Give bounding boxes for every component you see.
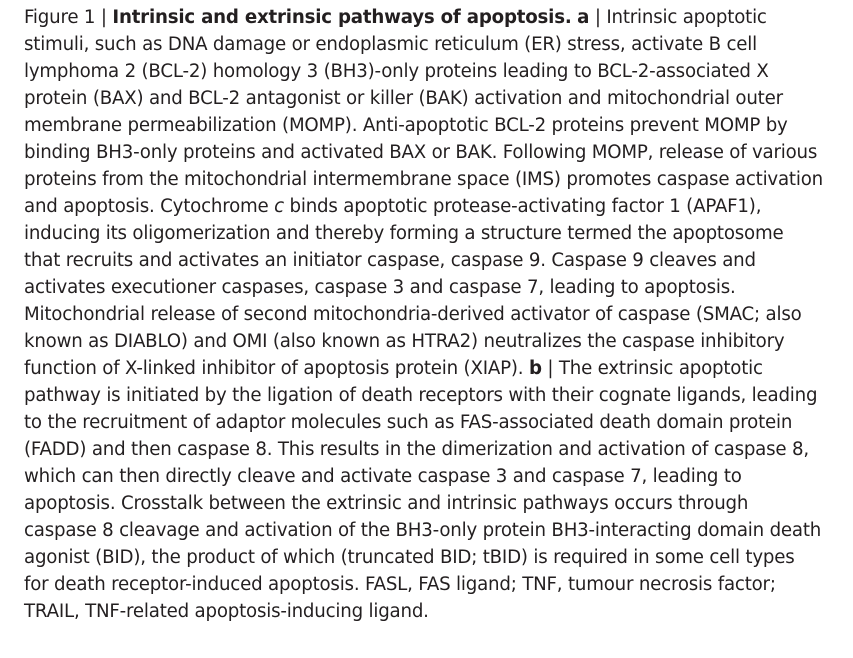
panel-b-separator: | <box>541 358 559 379</box>
panel-a-text-part2: binds apoptotic protease-activating factor 1 (APAF1), inducing its oligomerization and thereby forming a structure termed the apoptosome that recruits and activates an initiator caspase, caspase 9. Caspase 9 cleaves and activates executioner caspases, caspase 3 and caspase 7, leading to apoptosis. Mitochondrial release of second mitochondria-derived activator of caspase (SMAC; also known as DIABLO) and OMI (also known as HTRA2) neutralizes the caspase inhibitory function of X-linked inhibitor of apoptosis protein (XIAP). <box>24 196 802 379</box>
panel-b-text: The extrinsic apoptotic pathway is initiated by the ligation of death receptors with their cognate ligands, leading to the recruitment of adaptor molecules such as FAS-associated death domain protein (FADD) and then caspase 8. This results in the dimerization and activation of caspase 8, which can then directly cleave and activate caspase 3 and caspase 7, leading to apoptosis. Crosstalk between the extrinsic and intrinsic pathways occurs through caspase 8 cleavage and activation of the BH3-only protein BH3-interacting domain death agonist (BID), the product of which (truncated BID; tBID) is required in some cell types for death receptor-induced apoptosis. FASL, FAS ligand; TNF, tumour necrosis factor; TRAIL, TNF-related apoptosis-inducing ligand. <box>24 358 822 622</box>
panel-a-marker: a <box>577 7 590 28</box>
figure-label: Figure 1 | <box>24 7 113 28</box>
panel-b-marker: b <box>528 358 542 379</box>
figure-caption <box>24 4 824 625</box>
figure-title: Intrinsic and extrinsic pathways of apoptosis. <box>112 7 572 28</box>
panel-a-separator: | <box>589 7 607 28</box>
panel-a-text-part1: Intrinsic apoptotic stimuli, such as DNA damage or endoplasmic reticulum (ER) stress, activate B cell lymphoma 2 (BCL-2) homology 3 (BH3)-only proteins leading to BCL-2-associated X protein (BAX) and BCL-2 antagonist or killer (BAK) activation and mitochondrial outer membrane permeabilization (MOMP). Anti-apoptotic BCL-2 proteins prevent MOMP by binding BH3-only proteins and activated BAX or BAK. Following MOMP, release of various proteins from the mitochondrial intermembrane space (IMS) promotes caspase activation and apoptosis. Cytochrome <box>24 7 823 217</box>
cytochrome-c-italic: c <box>274 196 284 217</box>
